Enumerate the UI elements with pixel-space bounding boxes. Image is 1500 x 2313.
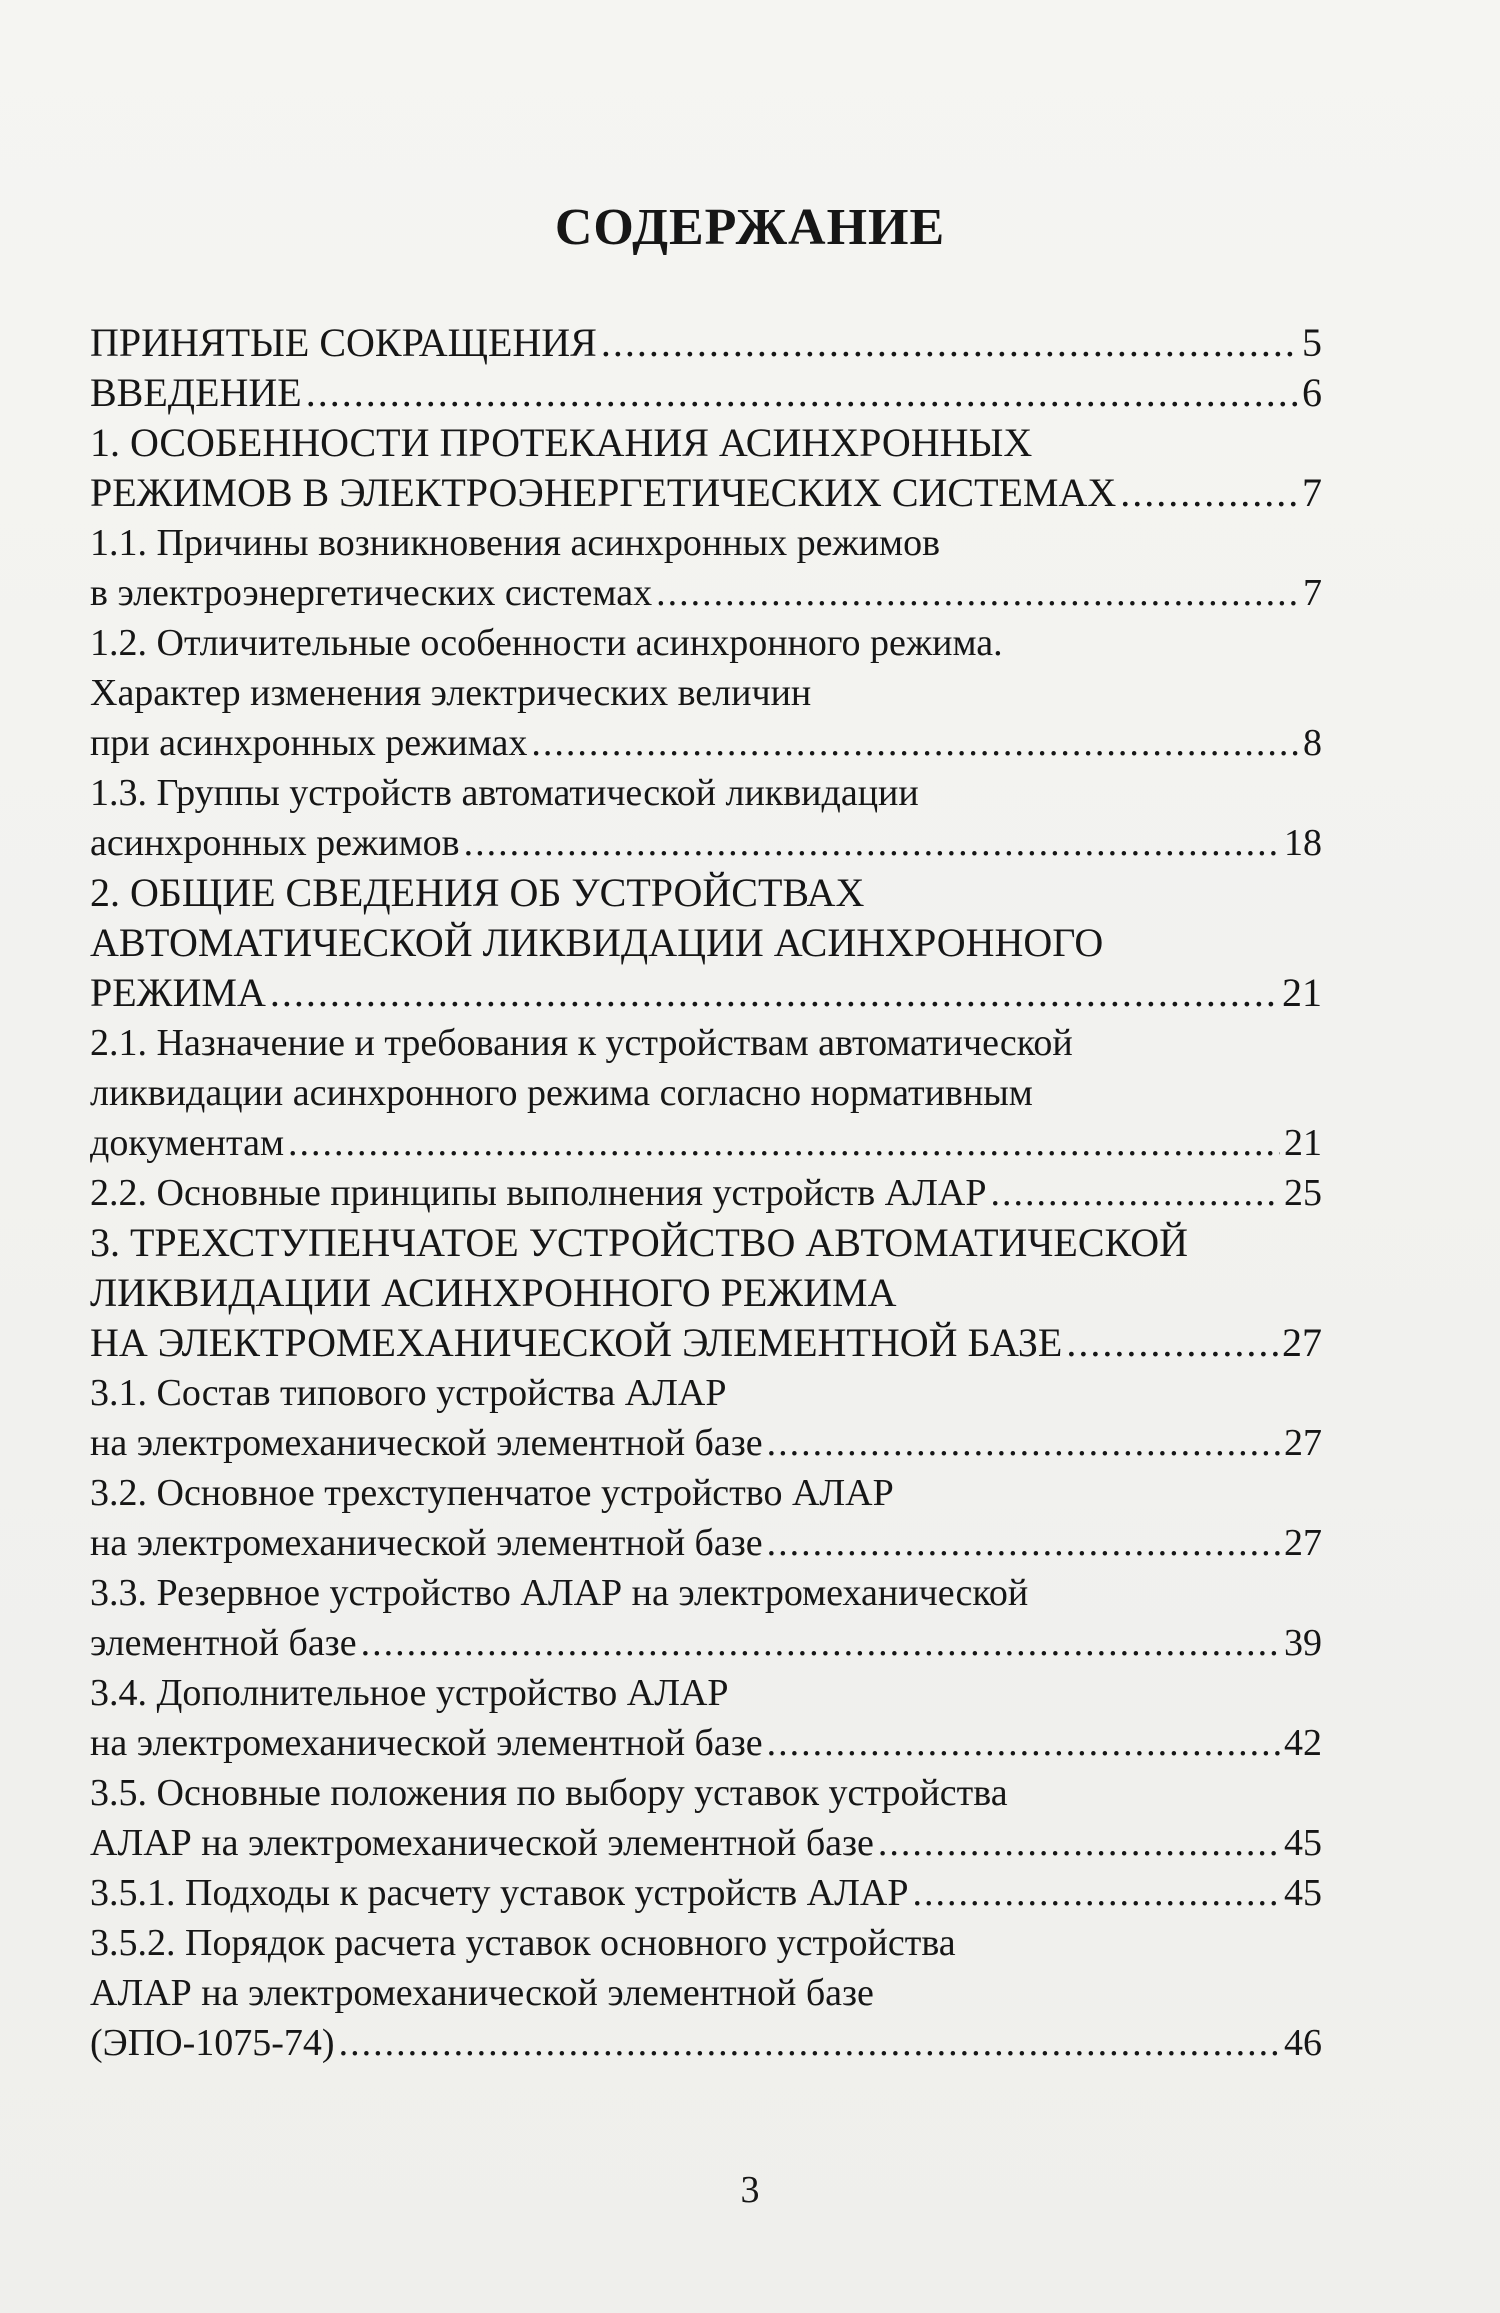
dot-leader: [361, 1618, 1280, 1668]
toc-entry: [90, 518, 1322, 618]
toc-entry-page: 45: [1284, 1872, 1322, 1914]
dot-leader: [288, 1118, 1280, 1168]
toc-entry-last-line: [90, 1618, 1322, 1668]
toc-entry-page: 21: [1284, 1122, 1322, 1164]
toc-entry-page: 21: [1282, 970, 1322, 1015]
toc-entry-text: на электромеханической элементной базе: [90, 1422, 763, 1464]
dot-leader: [464, 818, 1280, 868]
toc-entry-last-line: [90, 1118, 1322, 1168]
toc-entry-text: документам: [90, 1122, 284, 1164]
toc-entry: [90, 318, 1322, 368]
toc-entry-page: 7: [1302, 470, 1322, 515]
toc-entry: [90, 768, 1322, 868]
toc-entry-last-line: [90, 468, 1322, 518]
toc-entry: [90, 1768, 1322, 1868]
toc-entry-text: Характер изменения электрических величин: [90, 672, 812, 714]
toc-entry: [90, 868, 1322, 1018]
toc-entry-text: при асинхронных режимах: [90, 722, 528, 764]
toc-entry-text: РЕЖИМА: [90, 970, 266, 1015]
toc-entry-last-line: [90, 1818, 1322, 1868]
toc-entry-text: НА ЭЛЕКТРОМЕХАНИЧЕСКОЙ ЭЛЕМЕНТНОЙ БАЗЕ: [90, 1320, 1063, 1365]
table-of-contents: [90, 318, 1322, 2068]
toc-entry-page: 7: [1303, 572, 1322, 614]
toc-entry-text: 3.5. Основные положения по выбору уставок устройства: [90, 1772, 1008, 1814]
toc-entry-text: 3.5.2. Порядок расчета уставок основного устройства: [90, 1922, 956, 1964]
toc-entry-text: АЛАР на электромеханической элементной базе: [90, 1822, 874, 1864]
toc-entry: [90, 618, 1322, 768]
toc-entry-text: ВВЕДЕНИЕ: [90, 370, 302, 415]
toc-entry-text: на электромеханической элементной базе: [90, 1722, 763, 1764]
dot-leader: [601, 318, 1298, 368]
dot-leader: [339, 2018, 1280, 2068]
dot-leader: [990, 1168, 1280, 1218]
toc-entry: [90, 1168, 1322, 1218]
toc-entry-text: ликвидации асинхронного режима согласно нормативным: [90, 1072, 1033, 1114]
dot-leader: [767, 1518, 1280, 1568]
dot-leader: [767, 1718, 1280, 1768]
toc-entry-page: 42: [1284, 1722, 1322, 1764]
toc-entry-text: асинхронных режимов: [90, 822, 460, 864]
toc-entry-last-line: [90, 568, 1322, 618]
dot-leader: [1066, 1318, 1278, 1368]
toc-entry: [90, 1018, 1322, 1168]
toc-entry-page: 27: [1282, 1320, 1322, 1365]
toc-entry: [90, 1218, 1322, 1368]
toc-entry-last-line: [90, 1168, 1322, 1218]
toc-entry-text: 1.3. Группы устройств автоматической ликвидации: [90, 772, 919, 814]
dot-leader: [306, 368, 1298, 418]
toc-entry-text: АЛАР на электромеханической элементной базе: [90, 1972, 874, 2014]
toc-entry-text: 2.1. Назначение и требования к устройствам автоматической: [90, 1022, 1073, 1064]
toc-entry-last-line: [90, 718, 1322, 768]
toc-entry-text: ПРИНЯТЫЕ СОКРАЩЕНИЯ: [90, 320, 597, 365]
toc-entry-text: 2. ОБЩИЕ СВЕДЕНИЯ ОБ УСТРОЙСТВАХ: [90, 870, 865, 915]
toc-entry-last-line: [90, 318, 1322, 368]
toc-entry: [90, 1868, 1322, 1918]
toc-entry: [90, 1468, 1322, 1568]
toc-entry-page: 45: [1284, 1822, 1322, 1864]
toc-entry-text: 3. ТРЕХСТУПЕНЧАТОЕ УСТРОЙСТВО АВТОМАТИЧЕСКОЙ: [90, 1220, 1188, 1265]
dot-leader: [1120, 468, 1298, 518]
toc-entry-last-line: [90, 2018, 1322, 2068]
toc-entry-page: 5: [1302, 320, 1322, 365]
toc-entry-text: 3.5.1. Подходы к расчету уставок устройств АЛАР: [90, 1872, 909, 1914]
toc-entry-page: 6: [1302, 370, 1322, 415]
dot-leader: [270, 968, 1278, 1018]
toc-entry: [90, 1368, 1322, 1468]
dot-leader: [767, 1418, 1280, 1468]
toc-entry-page: 25: [1284, 1172, 1322, 1214]
toc-entry-last-line: [90, 1418, 1322, 1468]
toc-entry-page: 46: [1284, 2022, 1322, 2064]
toc-entry-page: 27: [1284, 1522, 1322, 1564]
toc-entry-last-line: [90, 818, 1322, 868]
toc-entry-text: 3.2. Основное трехступенчатое устройство АЛАР: [90, 1472, 894, 1514]
toc-entry-last-line: [90, 1518, 1322, 1568]
toc-entry: [90, 1918, 1322, 2068]
dot-leader: [656, 568, 1299, 618]
toc-entry-page: 39: [1284, 1622, 1322, 1664]
toc-entry-text: 3.1. Состав типового устройства АЛАР: [90, 1372, 727, 1414]
dot-leader: [878, 1818, 1280, 1868]
toc-entry-text: (ЭПО-1075-74): [90, 2022, 335, 2064]
toc-entry-last-line: [90, 1318, 1322, 1368]
toc-entry-text: 2.2. Основные принципы выполнения устройств АЛАР: [90, 1172, 987, 1214]
toc-entry-last-line: [90, 368, 1322, 418]
toc-entry-text: на электромеханической элементной базе: [90, 1522, 763, 1564]
page-title: СОДЕРЖАНИЕ: [554, 199, 946, 256]
toc-entry: [90, 418, 1322, 518]
toc-entry-text: АВТОМАТИЧЕСКОЙ ЛИКВИДАЦИИ АСИНХРОННОГО: [90, 920, 1104, 965]
toc-entry: [90, 1668, 1322, 1768]
toc-entry-text: 1.1. Причины возникновения асинхронных режимов: [90, 522, 941, 564]
toc-entry: [90, 1568, 1322, 1668]
toc-entry-text: 1.2. Отличительные особенности асинхронного режима.: [90, 622, 1003, 664]
toc-entry-page: 8: [1303, 722, 1322, 764]
dot-leader: [531, 718, 1299, 768]
toc-entry-last-line: [90, 1868, 1322, 1918]
toc-entry-text: 1. ОСОБЕННОСТИ ПРОТЕКАНИЯ АСИНХРОННЫХ: [90, 420, 1033, 465]
dot-leader: [912, 1868, 1280, 1918]
toc-entry-text: 3.3. Резервное устройство АЛАР на электромеханической: [90, 1572, 1029, 1614]
toc-entry-text: 3.4. Дополнительное устройство АЛАР: [90, 1672, 729, 1714]
page-number: 3: [740, 2169, 760, 2211]
toc-entry-last-line: [90, 968, 1322, 1018]
toc-entry: [90, 368, 1322, 418]
toc-entry-text: РЕЖИМОВ В ЭЛЕКТРОЭНЕРГЕТИЧЕСКИХ СИСТЕМАХ: [90, 470, 1117, 515]
toc-entry-text: элементной базе: [90, 1622, 357, 1664]
toc-entry-text: в электроэнергетических системах: [90, 572, 653, 614]
toc-entry-page: 18: [1284, 822, 1322, 864]
toc-entry-page: 27: [1284, 1422, 1322, 1464]
toc-entry-text: ЛИКВИДАЦИИ АСИНХРОННОГО РЕЖИМА: [90, 1270, 897, 1315]
toc-entry-last-line: [90, 1718, 1322, 1768]
